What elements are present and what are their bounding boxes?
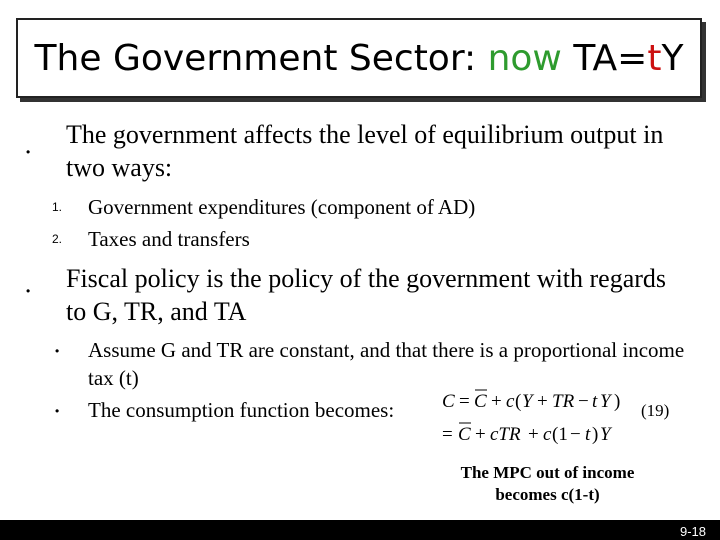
list-marker-1: 1. bbox=[52, 200, 63, 214]
svg-text:C: C bbox=[474, 391, 487, 412]
svg-text:Y: Y bbox=[600, 424, 611, 445]
svg-text:=: = bbox=[459, 391, 470, 412]
svg-text:−: − bbox=[570, 424, 581, 445]
title-text-t: t bbox=[647, 38, 662, 79]
sub-bullet-marker: • bbox=[55, 404, 60, 418]
svg-text:(: ( bbox=[515, 391, 522, 412]
slide-title bbox=[18, 38, 700, 79]
title-text-main: The Government Sector: bbox=[34, 38, 488, 79]
bullet-marker: • bbox=[26, 284, 31, 298]
title-text-ta: TA= bbox=[561, 38, 648, 79]
consumption-equation bbox=[440, 386, 632, 450]
sub-item-1-text: Government expenditures (component of AD) bbox=[88, 195, 476, 219]
title-text-y: Y bbox=[661, 38, 684, 79]
mpc-note: The MPC out of income becomes c(1-t) bbox=[460, 463, 635, 504]
svg-text:Y: Y bbox=[522, 391, 533, 412]
list-marker-2: 2. bbox=[52, 232, 63, 246]
sub-item-3-text: Assume G and TR are constant, and that there is a proportional income tax (t) bbox=[88, 338, 685, 390]
svg-text:c: c bbox=[506, 391, 515, 412]
svg-text:+: + bbox=[528, 424, 539, 445]
sub-bullet-marker: • bbox=[55, 344, 60, 358]
svg-text:(1: (1 bbox=[552, 424, 568, 445]
svg-text:=: = bbox=[442, 424, 453, 445]
svg-text:): ) bbox=[614, 391, 621, 412]
page-number: 9-18 bbox=[679, 524, 706, 539]
svg-text:+: + bbox=[537, 391, 548, 412]
svg-text:): ) bbox=[592, 424, 599, 445]
title-box bbox=[16, 18, 702, 98]
bullet-marker: • bbox=[26, 145, 31, 159]
svg-text:TR: TR bbox=[552, 391, 575, 412]
svg-text:+: + bbox=[475, 424, 486, 445]
svg-text:+: + bbox=[491, 391, 502, 412]
equation-number: (19) bbox=[641, 401, 670, 420]
svg-text:t: t bbox=[585, 424, 591, 445]
svg-text:t: t bbox=[592, 391, 598, 412]
svg-text:cTR: cTR bbox=[490, 424, 521, 445]
equation-graphic bbox=[440, 386, 632, 450]
svg-text:c: c bbox=[543, 424, 552, 445]
sub-item-2-text: Taxes and transfers bbox=[88, 227, 250, 251]
svg-text:C: C bbox=[442, 391, 455, 412]
sub-item-4-text: The consumption function becomes: bbox=[88, 398, 395, 422]
svg-text:C: C bbox=[458, 424, 471, 445]
svg-text:Y: Y bbox=[600, 391, 611, 412]
svg-text:−: − bbox=[578, 391, 589, 412]
bullet-1-text: The government affects the level of equilibrium output in two ways: bbox=[66, 120, 664, 182]
title-text-now: now bbox=[487, 38, 562, 79]
bullet-2-text: Fiscal policy is the policy of the government with regards to G, TR, and TA bbox=[66, 264, 667, 326]
